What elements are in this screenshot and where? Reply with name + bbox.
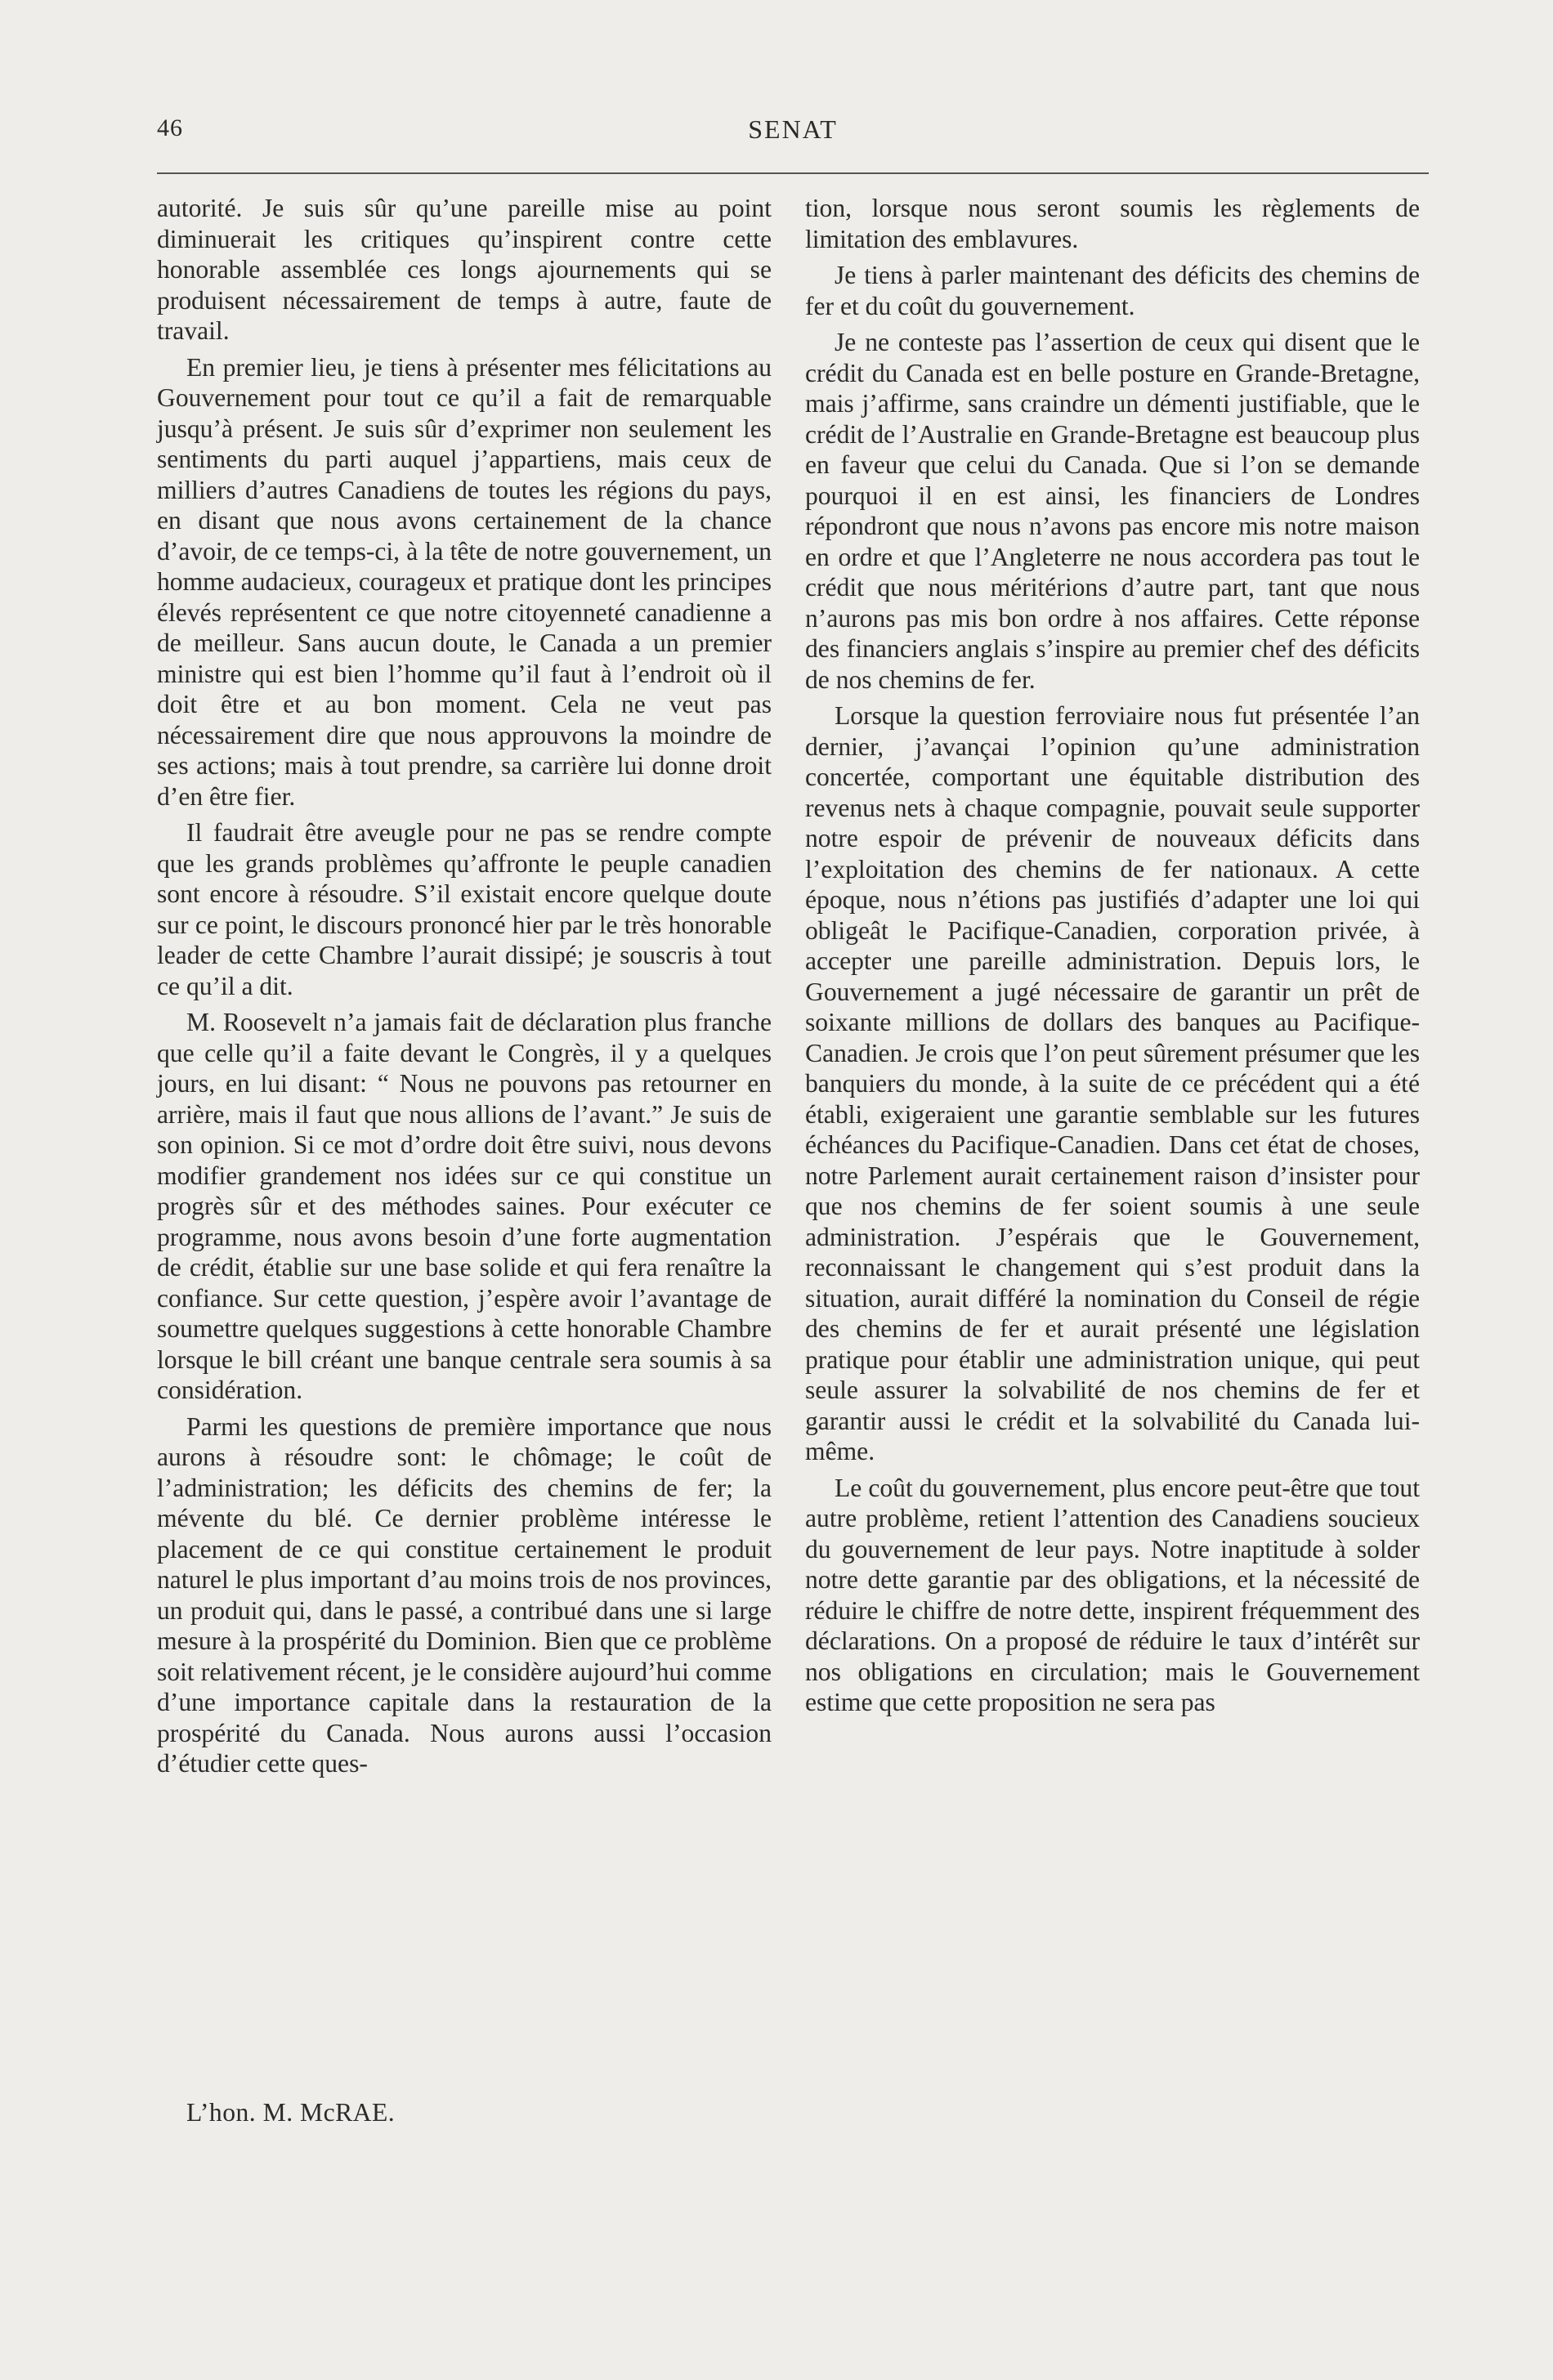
speaker-footer: L’hon. M. McRAE. (186, 2098, 396, 2127)
paragraph: Lorsque la question ferroviaire nous fut présentée l’an dernier, j’avançai l’opinion qu’une administration concertée, comportant une équitable distribution des revenus nets à chaque compagnie, pouvait seule supporter notre espoir de prévenir de nouveaux déficits dans l’exploitation des chemins de fer nationaux. A cette époque, nous n’étions pas justifiés d’adapter une loi qui obligeât le Pacifique-Canadien, corporation privée, à accepter une pareille administration. Depuis lors, le Gouvernement a jugé nécessaire de garantir un prêt de soixante millions de dollars des banques au Pacifique-Canadien. Je crois que l’on peut sûrement présumer que les banquiers du monde, à la suite de ce précédent qui a été établi, exigeraient une garantie semblable sur les futures échéances du Pacifique-Canadien. Dans cet état de choses, notre Parlement aurait certainement raison d’insister pour que nos chemins de fer soient soumis à une seule administration. J’espérais que le Gouvernement, reconnaissant le changement qui s’est produit dans la situation, aurait différé la nomination du Conseil de régie des chemins de fer et aurait présenté une législation pratique pour établir une administration unique, qui peut seule assurer la solvabilité de nos chemins de fer et garantir aussi le crédit et la solvabilité du Canada lui-même. (805, 701, 1420, 1465)
paragraph: Parmi les questions de première importance que nous aurons à résoudre sont: le chômage; le coût de l’administration; les déficits des chemins de fer; la mévente du blé. Ce dernier problème intéresse le placement de ce qui constitue certainement le produit naturel le plus important d’au moins trois de nos provinces, un produit qui, dans le passé, a contribué dans une si large mesure à la prospérité du Dominion. Bien que ce problème soit relativement récent, je le considère aujourd’hui comme d’une importance capitale dans la restauration de la prospérité du Canada. Nous aurons aussi l’occasion d’étudier cette ques- (157, 1411, 772, 1778)
paragraph: M. Roosevelt n’a jamais fait de déclaration plus franche que celle qu’il a faite devant le Congrès, il y a quelques jours, en lui disant: “ Nous ne pouvons pas retourner en arrière, mais il faut que nous allions de l’avant.” Je suis de son opinion. Si ce mot d’ordre doit être suivi, nous devons modifier grandement nos idées sur ce qui constitue un progrès sûr et des méthodes saines. Pour exécuter ce programme, nous avons besoin d’une forte augmentation de crédit, établie sur une base solide et qui fera renaître la confiance. Sur cette question, j’espère avoir l’avantage de soumettre quelques suggestions à cette honorable Chambre lorsque le bill créant une banque centrale sera soumis à sa considération. (157, 1008, 772, 1404)
header-rule (157, 172, 1429, 174)
right-column (805, 193, 1420, 1724)
page-number: 46 (157, 114, 183, 141)
page-header (157, 114, 1429, 155)
paragraph: Je ne conteste pas l’assertion de ceux qui disent que le crédit du Canada est en belle posture en Grande-Bretagne, mais j’affirme, sans craindre un démenti justifiable, que le crédit de l’Australie en Grande-Bretagne est beaucoup plus en faveur que celui du Canada. Que si l’on se demande pourquoi il en est ainsi, les financiers de Londres répondront que nous n’avons pas encore mis notre maison en ordre et que l’Angleterre ne nous accordera pas tout le crédit que nous méritérions d’autre part, tant que nous n’aurons pas mis bon ordre à nos affaires. Cette réponse des financiers anglais s’inspire au premier chef des déficits de nos chemins de fer. (805, 328, 1420, 694)
paragraph: Il faudrait être aveugle pour ne pas se rendre compte que les grands problèmes qu’affronte le peuple canadien sont encore à résoudre. S’il existait encore quelque doute sur ce point, le discours prononcé hier par le très honorable leader de cette Chambre l’aurait dissipé; je souscris à tout ce qu’il a dit. (157, 818, 772, 1000)
left-column (157, 193, 772, 1785)
running-head: SENAT (748, 114, 838, 144)
paragraph: tion, lorsque nous seront soumis les règlements de limitation des emblavures. (805, 194, 1420, 253)
paragraph: Le coût du gouvernement, plus encore peut-être que tout autre problème, retient l’attention des Canadiens soucieux du gouvernement de leur pays. Notre inaptitude à solder notre dette garantie par des obligations, et la nécessité de réduire le chiffre de notre dette, inspirent fréquemment des déclarations. On a proposé de réduire le taux d’intérêt sur nos obligations en circulation; mais le Gouvernement estime que cette proposition ne sera pas (805, 1473, 1420, 1716)
paragraph: Je tiens à parler maintenant des déficits des chemins de fer et du coût du gouvernement. (805, 261, 1420, 320)
paragraph: autorité. Je suis sûr qu’une pareille mise au point diminuerait les critiques qu’inspirent contre cette honorable assemblée ces longs ajournements qui se produisent nécessairement de temps à autre, faute de travail. (157, 194, 772, 345)
paragraph: En premier lieu, je tiens à présenter mes félicitations au Gouvernement pour tout ce qu’il a fait de remarquable jusqu’à présent. Je suis sûr d’exprimer non seulement les sentiments du parti auquel j’appartiens, mais ceux de milliers d’autres Canadiens de toutes les régions du pays, en disant que nous avons certainement de la chance d’avoir, de ce temps-ci, à la tête de notre gouvernement, un homme audacieux, courageux et pratique dont les principes élevés représentent ce que notre citoyenneté canadienne a de meilleur. Sans aucun doute, le Canada a un premier ministre qui est bien l’homme qu’il faut à l’endroit où il doit être et au bon moment. Cela ne veut pas nécessairement dire que nous approuvons la moindre de ses actions; mais à tout prendre, sa carrière lui donne droit d’en être fier. (157, 352, 772, 811)
